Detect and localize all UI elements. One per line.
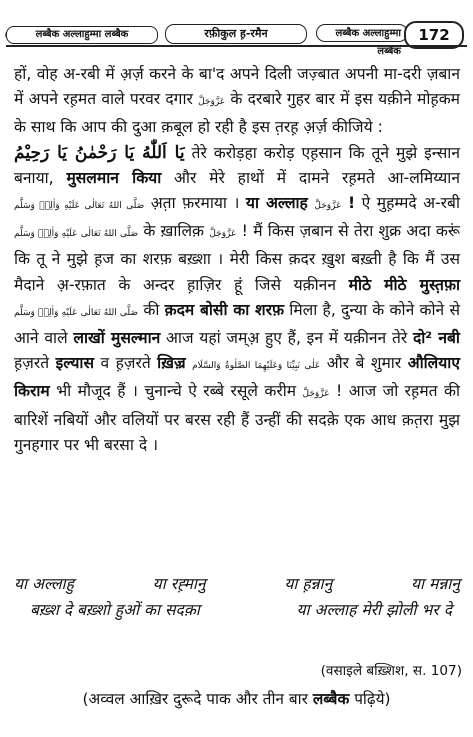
body-text: हों, वोह अ-रबी में अ़र्ज़ करने के बा'द अपने दिली जज़्बात अपनी मा-दरी ज़बान में अपने रह़मत वाले परवर दगार	[14, 65, 460, 109]
body-text: आज यहां जम्अ़ हुए हैं, इन में यक़ीनन तेरे	[160, 329, 413, 348]
arabic-honorific: عَزَّوَجَلَّ	[314, 201, 342, 212]
emphasis-text: ख़िज़्र	[157, 354, 186, 373]
body-text: के दरबारे गुहर बार में इस यक़ीने मोह़कम के साथ कि आप की दुआ क़बूल हो रही है इस त़रह़ अ़र्ज़ कीजिये :	[14, 90, 460, 137]
footer-text: पढ़िये)	[349, 690, 391, 708]
page-header	[0, 0, 473, 57]
arabic-honorific: عَزَّوَجَلَّ	[302, 389, 330, 400]
header-right-label: लब्बैक अल्लाहुम्मा लब्बैक	[316, 24, 408, 42]
citation: (वसाइले बख़्शिश, स. 107)	[320, 663, 462, 679]
emphasis-text: या अल्लाह	[245, 194, 308, 213]
page-number: 172	[404, 21, 464, 49]
body-text: व ह़ज़रते	[94, 354, 158, 373]
body-text: मिला है, दुन्या के कोने कोने से आने वाले	[14, 300, 460, 348]
verse-line-2	[14, 598, 460, 620]
verse-phrase: या अल्लाह मेरी झोली भर दे	[296, 601, 452, 619]
footer-text: (अव्वल आख़िर दुरूदे पाक और तीन बार	[82, 690, 313, 708]
body-text: की	[138, 300, 165, 319]
emphasis-text: क़दम बोसी का शरफ़	[164, 300, 285, 319]
verse-phrase: या ह़न्नानु	[284, 575, 333, 593]
verse-phrase: बख़्श दे बख़्शो हुओं का सदक़ा	[30, 601, 200, 619]
body-text: और बे शुमार	[320, 354, 408, 373]
verse-phrase: या मन्नानु	[411, 575, 460, 593]
body-text: अ़त़ा फ़रमाया ।	[144, 194, 246, 213]
footer-note	[0, 688, 473, 709]
footer-bold-word: लब्बैक	[312, 690, 350, 708]
paragraph	[14, 62, 460, 141]
header-divider	[6, 45, 467, 47]
body-text: और मेरे हाथों में दामने रह़मते आ-लमिय्यान	[161, 168, 461, 187]
body-text: भी मौजूद हैं । चुनान्चे ऐ रब्बे रसूले करीम	[49, 382, 303, 401]
body-text: ह़ज़रते	[14, 354, 56, 373]
arabic-honorific: عَلٰى نَبِيِّنَا وَعَلَيْهِمَا الصَّلٰوةُ وَالسَّلَام	[192, 361, 321, 372]
emphasis-text: औलियाए किराम	[14, 354, 460, 401]
header-left-label: लब्बैक अल्लाहुम्मा लब्बैक	[6, 26, 158, 44]
body-text: तेरे करोड़हा करोड़ एह़सान कि तूने मुझे इन्सान बनाया,	[14, 143, 461, 187]
emphasis-text: इल्यास	[55, 354, 94, 373]
arabic-honorific: عَزَّوَجَلَّ	[198, 97, 226, 108]
emphasis-text: दो² नबी	[412, 329, 460, 348]
arabic-invocation: يَا اَللّٰهُ يَا رَحْمٰنُ يَا رَحِيْمُ	[14, 142, 185, 163]
body-text: ऐ मुह़म्मदे अ-रबी	[355, 194, 460, 213]
verse-phrase: या अल्लाहु	[14, 575, 74, 593]
emphasis-text: मीठे मीठे मुस्त़फ़ा	[348, 275, 461, 294]
main-text	[14, 62, 460, 458]
verse-phrase: या रह़्मानु	[152, 575, 206, 593]
body-text: ! मैं किस ज़बान से तेरा शुक्र अदा करूं कि तू ने मुझे ह़ज का शरफ़ बख़्शा । मेरी किस क़दर ख़ुश बख़्ती है कि मैं उस मैदाने अ़-रफ़ात के अन्दर ह़ाज़िर हूं जिसे यक़ीनन	[14, 222, 460, 294]
arabic-honorific: عَزَّوَجَلَّ	[209, 229, 237, 240]
body-text: के ख़ालिक़	[138, 222, 210, 241]
paragraph	[14, 141, 460, 458]
arabic-honorific: صَلَّى اللهُ تَعَالٰى عَلَيْهِ وَاٰلِهٖ وَسَلَّم	[14, 229, 139, 240]
arabic-honorific: صَلَّى اللهُ تَعَالٰى عَلَيْهِ وَاٰلِهٖ وَسَلَّم	[14, 201, 145, 212]
header-center-title: रफ़ीकुल ह़-रमैन	[165, 24, 307, 44]
verse-line-1	[14, 572, 460, 594]
emphasis-text: मुसलमान किया	[66, 168, 162, 187]
arabic-honorific: صَلَّى اللهُ تَعَالٰى عَلَيْهِ وَاٰلِهٖ وَسَلَّم	[14, 307, 139, 318]
emphasis-text: लाखों मुसल्मान	[73, 329, 161, 348]
body-text: ! आज जो रह़मत की बारिशें नबियों और वलियों पर बरस रही हैं उन्हीं की सदक़े एक आध क़त़रा मुझ गुनहगार पर भी बरसा दे ।	[14, 382, 460, 454]
emphasis-text: !	[347, 194, 356, 213]
